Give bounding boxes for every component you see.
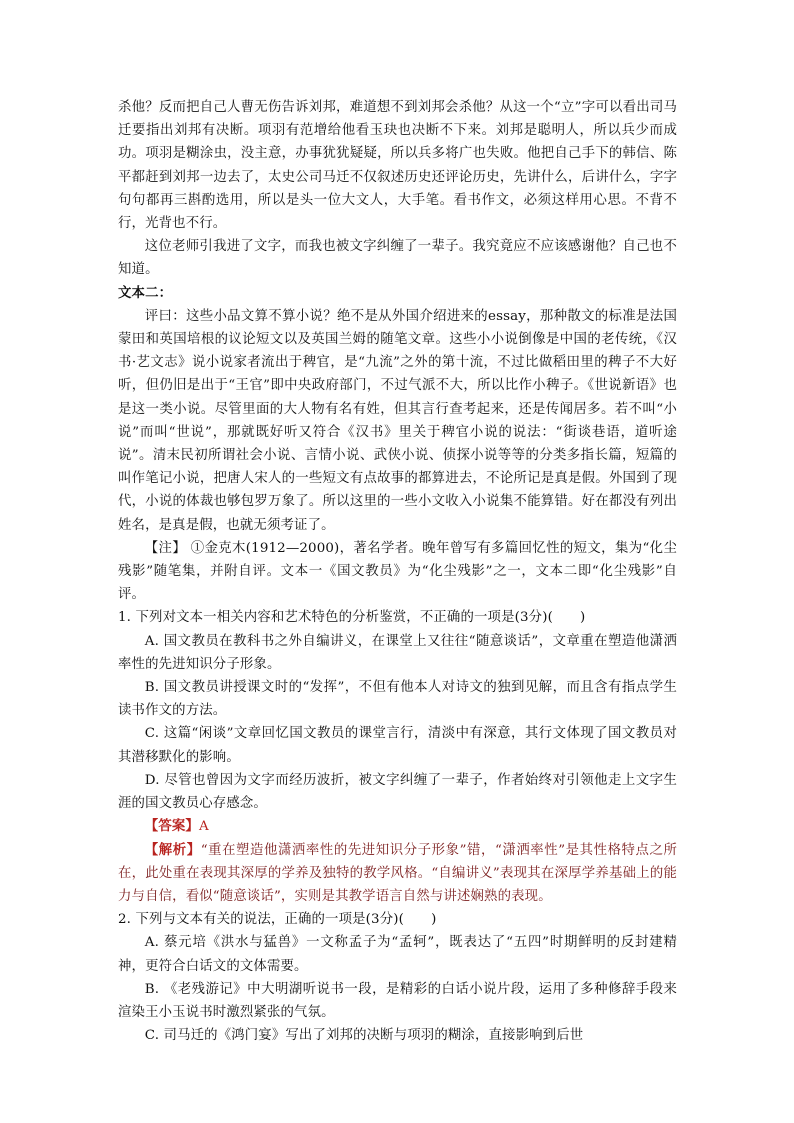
answer-value: A [198,819,209,835]
text1-paragraph-continued: 杀他？反而把自己人曹无伤告诉刘邦，难道想不到刘邦会杀他？从这一个“立”字可以看出司马迁要指出刘邦有决断。项羽有范增给他看玉玦也决断不下来。刘邦是聪明人，所以兵少而成功。项羽是糊涂虫，没主意，办事犹犹疑疑，所以兵多将广也失败。他把自己手下的韩信、陈平都赶到刘邦一边去了，太史公司马迁不仅叙述历史还评论历史，先讲什么，后讲什么，字字句句都再三斟酌选用，所以是头一位大文人，大手笔。看书作文，必须这样用心思。不背不行，光背也不行。 [118,100,677,232]
footnote: 【注】 ①金克木(1912—2000)，著名学者。晚年曾写有多篇回忆性的短文，集为“化尘残影”随笔集，并附自评。文本一《国文教员》为“化尘残影”之一，文本二即“化尘残影”自评。 [118,540,677,603]
question-1-answer [118,815,677,838]
text1-closing-paragraph: 这位老师引我进了文字，而我也被文字纠缠了一辈子。我究竟应不应该感谢他？自己也不知道。 [118,239,677,278]
text2-body: 评曰：这些小品文算不算小说？绝不是从外国介绍进来的essay，那种散文的标准是法国蒙田和英国培根的议论短文以及英国兰姆的随笔文章。这些小小说倒像是中国的老传统，《汉书·艺文志》说小说家者流出于稗官，是“九流”之外的第十流，不过比做稻田里的稗子不大好听，但仍旧是出于“王官”即中央政府部门，不过气派不大，所以比作小稗子。《世说新语》也是这一类小说。尽管里面的大人物有名有姓，但其言行查考起来，还是传闻居多。若不叫“小说”而叫“世说”，那就既好听又符合《汉书》里关于稗官小说的说法：“街谈巷语，道听途说”。清末民初所谓社会小说、言情小说、武侠小说、侦探小说等等的分类多指长篇，短篇的叫作笔记小说，把唐人宋人的一些短文有点故事的都算进去，不论所记是真是假。外国到了现代，小说的体裁也够包罗万象了。所以这里的一些小文收入小说集不能算错。好在都没有列出姓名，是真是假，也就无须考证了。 [118,308,677,533]
question-1-option-c: C. 这篇“闲谈”文章回忆国文教员的课堂言行，清淡中有深意，其行文体现了国文教员对其潜移默化的影响。 [118,726,677,765]
document-page [118,96,677,1047]
answer-label: 【答案】 [144,818,199,835]
question-1-analysis [118,839,677,909]
question-1-stem: 1. 下列对文本一相关内容和艺术特色的分析鉴赏，不正确的一项是(3分)( ) [118,610,586,626]
question-1-option-a: A. 国文教员在教科书之外自编讲义，在课堂上又往往“随意谈话”，文章重在塑造他潇洒率性的先进知识分子形象。 [118,633,677,672]
question-1-option-b: B. 国文教员讲授课文时的“发挥”，不但有他本人对诗文的独到见解，而且含有指点学生读书作文的方法。 [118,680,677,719]
analysis-text: “重在塑造他潇洒率性的先进知识分子形象”错，“潇洒率性”是其性格特点之所在，此处重在表现其深厚的学养及独特的教学风格。“自编讲义”表现其在深厚学养基础上的能力与自信，看似“随意谈话”，实则是其教学语言自然与讲述娴熟的表现。 [118,842,677,904]
question-2-option-b: B. 《老残游记》中大明湖听说书一段，是精彩的白话小说片段，运用了多种修辞手段来渲染王小玉说书时激烈紧张的气氛。 [118,981,677,1020]
text2-heading: 文本二： [118,284,173,301]
question-2-stem: 2. 下列与文本有关的说法，正确的一项是(3分)( ) [118,912,437,928]
question-2-option-c: C. 司马迁的《鸿门宴》写出了刘邦的决断与项羽的糊涂，直接影响到后世 [144,1028,584,1044]
analysis-label: 【解析】 [144,841,201,858]
question-1-option-d: D. 尽管也曾因为文字而经历波折，被文字纠缠了一辈子，作者始终对引领他走上文字生涯的国文教员心存感念。 [118,772,677,812]
question-2-option-a: A. 蔡元培《洪水与猛兽》一文称孟子为“孟轲”，既表达了“五四”时期鲜明的反封建精神，更符合白话文的文体需要。 [118,935,677,974]
